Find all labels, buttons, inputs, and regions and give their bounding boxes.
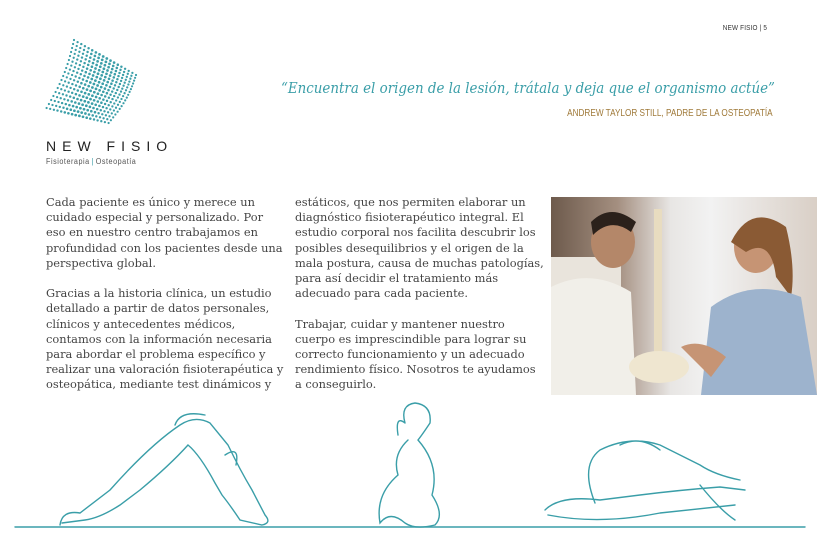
text-line: estudio corporal nos facilita descubrir los (295, 225, 536, 240)
text-line: adecuado para cada paciente. (295, 286, 469, 301)
logo-dot-pattern-icon (44, 38, 144, 138)
physiotherapist-spine-photo (551, 197, 817, 395)
text-column-2 (295, 195, 544, 408)
text-line: Cada paciente es único y merece un (46, 195, 255, 209)
seated-back-figure (379, 403, 439, 527)
quote-text: “Encuentra el origen de la lesión, trátala y deja que el organismo actúe” (281, 80, 775, 97)
paragraph (46, 286, 286, 392)
text-line: perspectiva global. (46, 255, 156, 270)
downward-dog-figure (60, 414, 268, 525)
text-line: estáticos, que nos permiten elaborar un (295, 195, 526, 209)
text-line: para abordar el problema específico y (46, 347, 266, 362)
quote-author: ANDREW TAYLOR STILL, PADRE DE LA OSTEOPATÍA (567, 108, 773, 119)
seated-stretch-figure (545, 441, 745, 520)
paragraph (295, 317, 535, 393)
text-line: realizar una valoración fisioterapéutica y (46, 362, 284, 377)
text-line: rendimiento físico. Nosotros te ayudamos (295, 362, 536, 377)
text-line: Trabajar, cuidar y mantener nuestro (295, 316, 505, 331)
tagline-separator: | (91, 157, 94, 166)
text-line: eso en nuestro centro trabajamos en (46, 225, 258, 240)
text-line: mala postura, causa de muchas patologías, (295, 255, 544, 270)
text-column-1 (46, 195, 286, 408)
text-line: a conseguirlo. (295, 377, 377, 392)
text-line: cuidado especial y personalizado. Por (46, 210, 264, 225)
text-line: correcto funcionamiento y un adecuado (295, 347, 525, 362)
page-number: NEW FISIO | 5 (722, 23, 767, 32)
yoga-line-illustrations (0, 395, 817, 553)
brand-tagline (46, 157, 136, 166)
brand-name: NEW FISIO (46, 138, 174, 154)
paragraph (295, 195, 544, 301)
text-line: para así decidir el tratamiento más (295, 271, 499, 286)
text-line: cuerpo es imprescindible para lograr su (295, 331, 527, 346)
text-line: contamos con la información necesaria (46, 331, 272, 346)
text-line: Gracias a la historia clínica, un estudio (46, 286, 272, 301)
text-line: clínicos y antecedentes médicos, (46, 316, 236, 331)
tagline-osteopatia: Osteopatía (95, 157, 137, 166)
text-line: osteopática, mediante test dinámicos y (46, 377, 272, 392)
text-line: diagnóstico fisioterapéutico integral. El (295, 210, 524, 225)
text-line: detallado a partir de datos personales, (46, 301, 270, 316)
tagline-fisioterapia: Fisioterapia (46, 157, 90, 166)
text-line: posibles desequilibrios y el origen de la (295, 240, 524, 255)
paragraph (46, 195, 286, 271)
text-line: profundidad con los pacientes desde una (46, 240, 283, 255)
